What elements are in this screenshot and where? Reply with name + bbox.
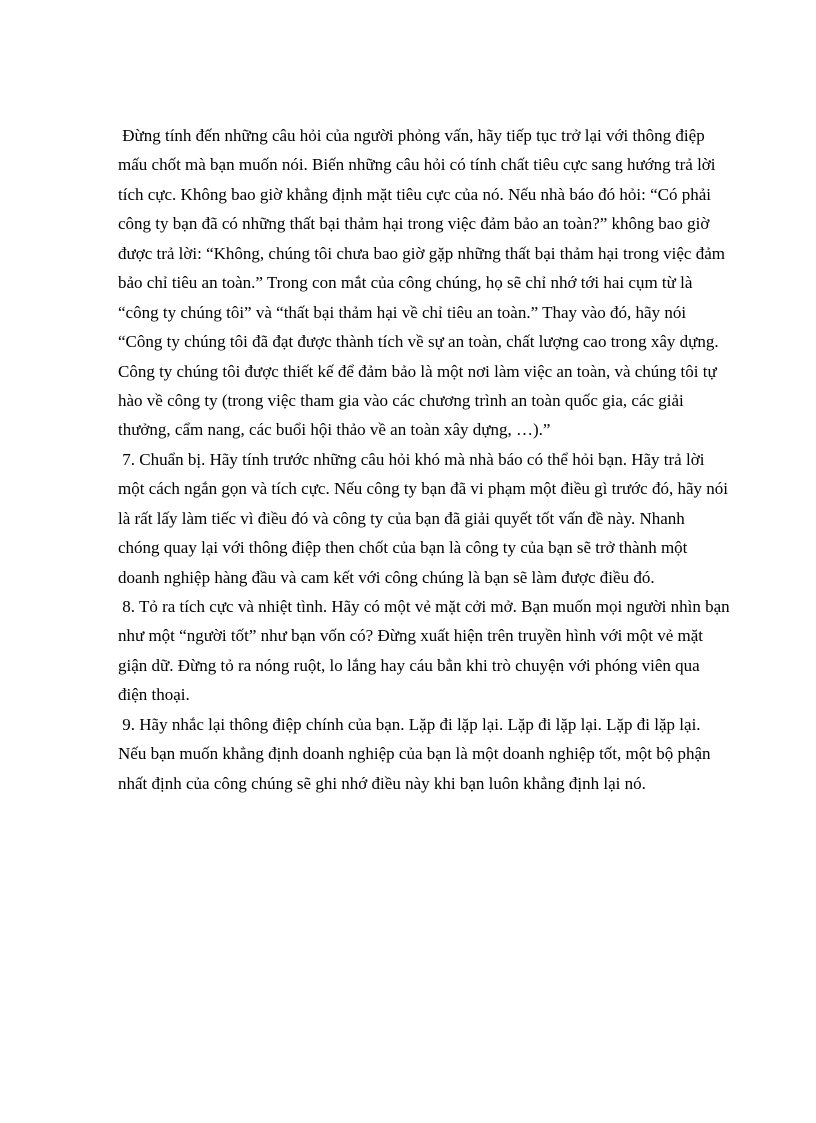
text-line: Nếu bạn muốn khẳng định doanh nghiệp của bạn là một doanh nghiệp tốt, một bộ phận	[118, 744, 711, 764]
body-text	[118, 121, 730, 798]
text-line: một cách ngắn gọn và tích cực. Nếu công ty bạn đã vi phạm một điều gì trước đó, hãy nói	[118, 479, 728, 499]
text-line: giận dữ. Đừng tỏ ra nóng ruột, lo lắng hay cáu bẳn khi trò chuyện với phóng viên qua	[118, 655, 700, 675]
text-line: tích cực. Không bao giờ khẳng định mặt tiêu cực của nó. Nếu nhà báo đó hỏi: “Có phải	[118, 184, 711, 204]
text-line: hào về công ty (trong việc tham gia vào các chương trình an toàn quốc gia, các giải	[118, 390, 684, 410]
text-line: “Công ty chúng tôi đã đạt được thành tích về sự an toàn, chất lượng cao trong xây dựng.	[118, 332, 719, 352]
text-line: là rất lấy làm tiếc vì điều đó và công ty của bạn đã giải quyết tốt vấn đề này. Nhanh	[118, 508, 685, 528]
text-line: 8. Tỏ ra tích cực và nhiệt tình. Hãy có một vẻ mặt cởi mở. Bạn muốn mọi người nhìn bạn	[118, 597, 730, 616]
text-line: điện thoại.	[118, 685, 190, 705]
text-line: doanh nghiệp hàng đầu và cam kết với công chúng là bạn sẽ làm được điều đó.	[118, 567, 655, 587]
text-line: “công ty chúng tôi” và “thất bại thảm hại về chỉ tiêu an toàn.” Thay vào đó, hãy nói	[118, 302, 687, 322]
text-line: như một “người tốt” như bạn vốn có? Đừng xuất hiện trên truyền hình với một vẻ mặt	[118, 626, 704, 646]
text-line: bảo chỉ tiêu an toàn.” Trong con mắt của công chúng, họ sẽ chỉ nhớ tới hai cụm từ là	[118, 273, 693, 293]
text-line: 7. Chuẩn bị. Hãy tính trước những câu hỏi khó mà nhà báo có thể hỏi bạn. Hãy trả lời	[118, 449, 705, 469]
text-line: mấu chốt mà bạn muốn nói. Biến những câu hỏi có tính chất tiêu cực sang hướng trả lời	[118, 155, 716, 175]
text-line: chóng quay lại với thông điệp then chốt của bạn là công ty của bạn sẽ trở thành một	[118, 538, 688, 558]
text-line: được trả lời: “Không, chúng tôi chưa bao giờ gặp những thất bại thảm hại trong việc đảm	[118, 243, 725, 263]
text-line: nhất định của công chúng sẽ ghi nhớ điều này khi bạn luôn khẳng định lại nó.	[118, 773, 646, 793]
text-line: thưởng, cẩm nang, các buổi hội thảo về an toàn xây dựng, …).”	[118, 420, 551, 440]
text-line: Đừng tính đến những câu hỏi của người phỏng vấn, hãy tiếp tục trở lại với thông điệp	[118, 126, 705, 145]
text-line: Công ty chúng tôi được thiết kế để đảm bảo là một nơi làm việc an toàn, và chúng tôi tự	[118, 361, 717, 381]
text-line: 9. Hãy nhắc lại thông điệp chính của bạn. Lặp đi lặp lại. Lặp đi lặp lại. Lặp đi lặp lại.	[118, 714, 701, 734]
text-line: công ty bạn đã có những thất bại thảm hại trong việc đảm bảo an toàn?” không bao giờ	[118, 214, 710, 234]
